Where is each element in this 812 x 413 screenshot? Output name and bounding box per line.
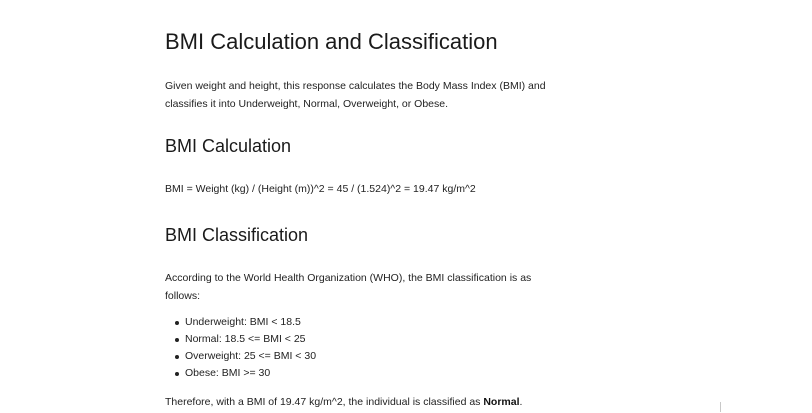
classification-intro: According to the World Health Organization (WHO), the BMI classification is as follows: bbox=[165, 272, 532, 302]
bullet-icon bbox=[175, 372, 179, 376]
classification-result: Normal bbox=[483, 396, 520, 408]
list-item-text: Normal: 18.5 <= BMI < 25 bbox=[185, 333, 306, 345]
bullet-icon bbox=[175, 321, 179, 325]
conclusion-paragraph bbox=[165, 393, 522, 411]
classification-heading: BMI Classification bbox=[165, 225, 309, 245]
list-item-text: Overweight: 25 <= BMI < 30 bbox=[185, 350, 317, 362]
list-item bbox=[175, 314, 316, 331]
text-cursor-icon bbox=[720, 402, 721, 412]
classification-list bbox=[175, 314, 316, 382]
intro-paragraph: Given weight and height, this response calculates the Body Mass Index (BMI) and classifies it into Underweight, Normal, Overweight, or Obese. bbox=[165, 80, 546, 110]
bullet-icon bbox=[175, 355, 179, 359]
conclusion-text: Therefore, with a BMI of 19.47 kg/m^2, the individual is classified as bbox=[165, 396, 484, 408]
list-item bbox=[175, 348, 316, 365]
list-item-text: Obese: BMI >= 30 bbox=[185, 367, 271, 379]
list-item-text: Underweight: BMI < 18.5 bbox=[185, 316, 301, 328]
page-title: BMI Calculation and Classification bbox=[165, 29, 498, 54]
bmi-formula: BMI = Weight (kg) / (Height (m))^2 = 45 / (1.524)^2 = 19.47 kg/m^2 bbox=[165, 183, 476, 195]
calculation-heading: BMI Calculation bbox=[165, 136, 292, 156]
list-item bbox=[175, 331, 316, 348]
conclusion-end: . bbox=[519, 396, 523, 408]
list-item bbox=[175, 365, 316, 382]
bullet-icon bbox=[175, 338, 179, 342]
